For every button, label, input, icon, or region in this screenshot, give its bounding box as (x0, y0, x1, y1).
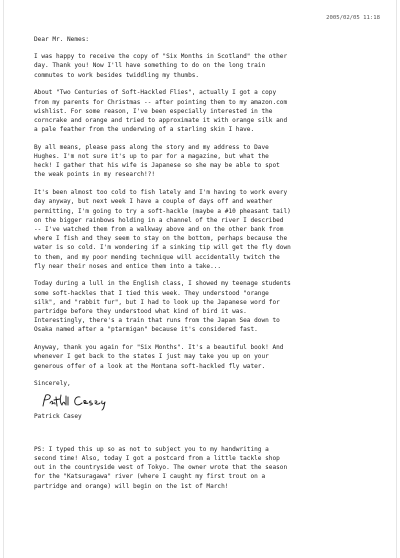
paragraph-6: Anyway, thank you again for "Six Months". It's a beautiful book! And whenever I get back to the states I just may take you up on your generous offer of a look at the Montana soft-hackled fly water. (34, 344, 284, 370)
paragraph-1: I was happy to receive the copy of "Six Months in Scotland" the other day. Thank you! Now I'll have something to do on the long train commutes to work besides twiddling my thumbs. (34, 53, 288, 79)
handwritten-signature (40, 391, 120, 411)
salutation: Dear Mr. Nemes: (34, 36, 90, 43)
postscript: PS: I typed this up so as not to subject you to my handwriting a second time! Also, today I got a postcard from a little tackle shop out in the countryside west of Tokyo. The owner wrote that the season for the "Katsuragawa" river (where I caught my first trout on a partridge and orange) will begin on the 1st of March! (34, 445, 288, 490)
signature-name: Patrick Casey (34, 412, 82, 420)
paragraph-5: Today during a lull in the English class, I showed my teenage students some soft-hackles that I tied this week. They understood "orange silk", and "rabbit fur", but I had to look up the Japanese word for partridge before they understood what kind of bird it was. Interestingly, there's a train that runs from the Japan Sea down to Osaka named after a "ptarmigan" because it's considered fast. (34, 280, 291, 334)
closing: Sincerely, (34, 380, 71, 388)
letter-body (34, 35, 379, 491)
page-border-right (396, 0, 397, 558)
fax-timestamp: 2005/02/05 11:18 (326, 15, 380, 21)
paragraph-3: By all means, please pass along the story and my address to Dave Hughes. I'm not sure it's up to par for a magazine, but what the heck! I gather that his wife is Japanese so she may be able to spot the weak points in my research!?! (34, 143, 280, 179)
paragraph-4: It's been almost too cold to fish lately and I'm having to work every day anyway, but next week I have a couple of days off and weather permitting, I'm going to try a soft-hackle (maybe a #10 pheasant tail) on the bigger rainbows holding in a channel of the river I described -- I've watched them from a walkway above and on the other bank from where I fish and they seem to stay on the bottom, perhaps because the water is so cold. I'm wondering if a sinking tip will get the fly down to them, and my poor mending technique will accidentally twitch the fly near their noses and entice them into a take... (34, 189, 291, 270)
paragraph-2: About "Two Centuries of Soft-Hackled Flies", actually I got a copy from my parents for Christmas -- after pointing them to my amazon.com wishlist. For some reason, I've been especially interested in the corncrake and orange and tried to approximate it with orange silk and a pale feather from the underwing of a starling skin I have. (34, 89, 288, 134)
page-border-left (3, 0, 4, 558)
